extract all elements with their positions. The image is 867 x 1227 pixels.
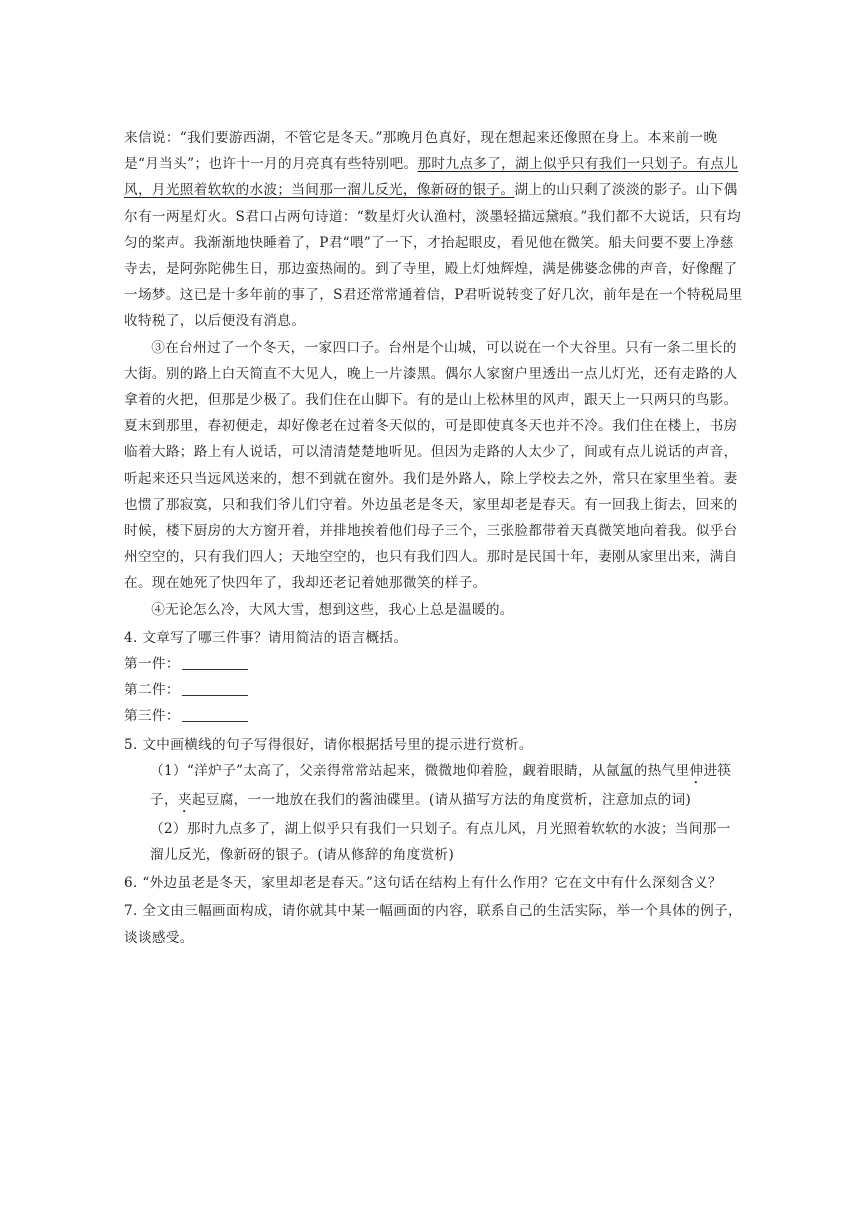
- question-7: 7. 全文由三幅画面构成，请你就其中某一幅画面的内容，联系自己的生活实际，举一个具体的例子，谈谈感受。: [124, 903, 742, 946]
- passage-paragraph-2: [124, 125, 744, 335]
- underlined-sentence: 那时九点多了，湖上似乎只有我们一只划子。有点儿风，月光照着软软的水波；当间那一溜儿反光，像新砑的银子。: [124, 156, 739, 199]
- question-5-part-2: （2）那时九点多了，湖上似乎只有我们一只划子。有点儿风，月光照着软软的水波；当间那一溜儿反光，像新砑的银子。(请从修辞的角度赏析): [150, 820, 731, 864]
- document-content: [124, 125, 744, 951]
- passage-text: 来信说：“我们要游西湖，不管它是冬天。”那晚月色真好，现在想起来还像照在身上。本来前一晚是“月当头”；也许十一月的月亮真有些特别吧。: [124, 130, 718, 173]
- answer-blank[interactable]: [182, 681, 248, 696]
- answer-line-third: 第三件：: [124, 703, 744, 729]
- answer-line-second: 第二件：: [124, 677, 744, 703]
- question-5-part-1: （1）“洋炉子”太高了，父亲得常常站起来，微微地仰着脸，觑着眼睛，从氤氲的热气里伸进筷子，夹起豆腐，一一地放在我们的酱油碟里。(请从描写方法的角度赏析，注意加点的词): [150, 762, 732, 808]
- passage-paragraph-3: ③在台州过了一个冬天，一家四口子。台州是个山城，可以说在一个大谷里。只有一条二里长的大街。别的路上白天简直不大见人，晚上一片漆黑。偶尔人家窗户里透出一点儿灯光，还有走路的人拿着的火把，但那是少极了。我们住在山脚下。有的是山上松林里的风声，跟天上一只两只的鸟影。夏末到那里，春初便走，却好像老在过着冬天似的，可是即使真冬天也并不冷。我们住在楼上，书房临着大路；路上有人说话，可以清清楚楚地听见。但因为走路的人太少了，间或有点儿说话的声音，听起来还只当远风送来的，想不到就在窗外。我们是外路人，除上学校去之外，常只在家里坐着。妻也惯了那寂寞，只和我们爷儿们守着。外边虽老是冬天，家里却老是春天。有一回我上街去，回来的时候，楼下厨房的大方窗开着，并排地挨着他们母子三个，三张脸都带着天真微笑地向着我。似乎台州空空的，只有我们四人；天地空空的，也只有我们四人。那时是民国十年，妻刚从家里出来，满自在。现在她死了快四年了，我却还老记着她那微笑的样子。: [124, 339, 738, 592]
- dotted-word: 夹: [177, 791, 192, 808]
- passage-paragraph-4: ④无论怎么冷，大风大雪，想到这些，我心上总是温暖的。: [151, 601, 514, 618]
- answer-blank[interactable]: [182, 655, 248, 670]
- dotted-word: 伸: [689, 762, 704, 779]
- question-6: 6. “外边虽老是冬天，家里却老是春天。”这句话在结构上有什么作用？它在文中有什么深刻含义？: [124, 875, 722, 892]
- passage-text: 湖上的山只剩了淡淡的影子。山下偶尔有一两星灯火。S君口占两句诗道：“数星灯火认渔村，淡墨轻描远黛痕。”我们都不大说话，只有均匀的桨声。我渐渐地快睡着了，P君“喂”了一下，才抬起眼皮，看见他在微笑。船夫问要不要上净慈寺去，是阿弥陀佛生日，那边蛮热闹的。到了寺里，殿上灯烛辉煌，满是佛婆念佛的声音，好像醒了一场梦。这已是十多年前的事了，S君还常常通着信，P君听说转变了好几次，前年是在一个特税局里收特税了，以后便没有消息。: [124, 182, 743, 330]
- answer-line-first: 第一件：: [124, 651, 744, 677]
- question-5: 5. 文中画横线的句子写得很好，请你根据括号里的提示进行赏析。: [124, 736, 533, 753]
- question-4: 4. 文章写了哪三件事？请用简洁的语言概括。: [124, 629, 408, 646]
- answer-blank[interactable]: [182, 707, 248, 722]
